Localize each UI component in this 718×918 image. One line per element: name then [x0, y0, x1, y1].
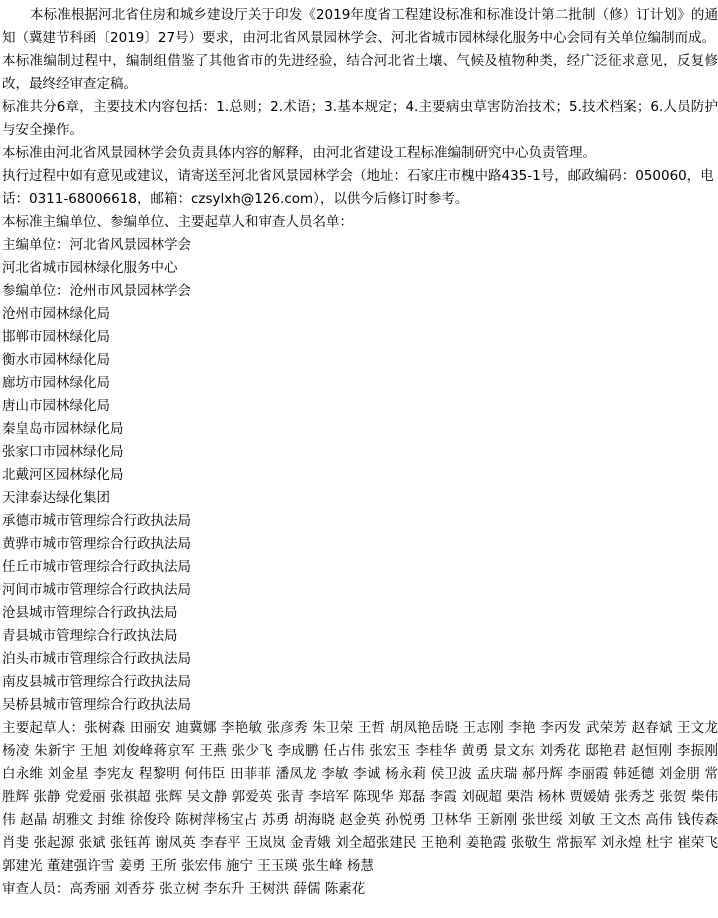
intro-paragraph: 本标准根据河北省住房和城乡建设厅关于印发《2019年度省工程建设标准和标准设计第二批制（修）订计划》的通知（冀建节科函〔2019〕27号）要求，由河北省风景园林学会、河北省城市园林绿化服务中心会同有关单位编制而成。 — [2, 7, 718, 46]
participating-unit-line: 黄骅市城市管理综合行政执法局 — [2, 536, 191, 552]
participating-unit-line: 廊坊市园林绿化局 — [2, 375, 110, 391]
participating-unit-line: 沧州市园林绿化局 — [2, 306, 110, 322]
chapters-paragraph: 标准共分6章，主要技术内容包括：1.总则；2.术语；3.基本规定；4.主要病虫草害防治技术；5.技术档案；6.人员防护与安全操作。 — [2, 99, 718, 138]
responsibility-paragraph: 本标准由河北省风景园林学会负责具体内容的解释，由河北省建设工程标准编制研究中心负责管理。 — [2, 145, 596, 161]
participating-unit-line: 河间市城市管理综合行政执法局 — [2, 582, 191, 598]
participating-unit-line: 北戴河区园林绿化局 — [2, 467, 124, 483]
participating-unit-line: 参编单位：沧州市风景园林学会 — [2, 283, 191, 299]
reviewers-paragraph: 审查人员：高秀丽 刘香芬 张立树 李东升 王树洪 薛儒 陈素花 — [2, 881, 366, 897]
chief-unit-line: 主编单位：河北省风景园林学会 — [2, 237, 191, 253]
participating-unit-line: 承德市城市管理综合行政执法局 — [2, 513, 191, 529]
participating-unit-line: 邯郸市园林绿化局 — [2, 329, 110, 345]
participating-unit-line: 任丘市城市管理综合行政执法局 — [2, 559, 191, 575]
participating-unit-line: 衡水市园林绿化局 — [2, 352, 110, 368]
participating-unit-line: 青县城市管理综合行政执法局 — [2, 628, 178, 644]
process-paragraph: 本标准编制过程中，编制组借鉴了其他省市的先进经验，结合河北省土壤、气候及植物种类，经广泛征求意见，反复修改，最终经审查定稿。 — [2, 53, 718, 92]
feedback-paragraph: 执行过程中如有意见或建议，请寄送至河北省风景园林学会（地址：石家庄市槐中路435-1号，邮政编码：050060，电话：0311-68006618，邮箱：czsylxh@126.com），以供今后修订时参考。 — [2, 168, 714, 207]
participating-unit-line: 天津泰达绿化集团 — [2, 490, 110, 506]
participating-unit-line: 泊头市城市管理综合行政执法局 — [2, 651, 191, 667]
drafters-paragraph: 主要起草人：张树森 田丽安 迪冀娜 李艳敏 张彦秀 朱卫荣 王哲 胡凤艳岳晓 王志刚 李艳 李丙发 武荣芳 赵春斌 王文龙 杨凌 朱新宇 王旭 刘俊峰蒋京军 王燕 张少飞 李成鹏 任占伟 张宏玉 李桂华 黄勇 景文东 刘秀花 邸艳君 赵恒刚 李振刚 白永维 刘金星 李宪友 程黎明 何伟臣 田菲菲 潘凤龙 李敏 李诚 杨永莉 侯卫波 孟庆瑞 郝丹辉 李丽霞 韩延德 刘金朋 常胜辉 张静 党爱丽 张祺超 张辉 吴文静 郭爱英 张青 李培军 陈现华 郑磊 李霞 刘砚超 栗浩 杨林 贾媛婧 张秀芝 张贺 柴伟伟 赵晶 胡雅文 封维 徐俊玲 陈树萍杨宝占 苏勇 胡海晓 赵金英 孙悦勇 卫林华 王新刚 张世绥 刘敏 王文杰 高伟 钱传森 肖斐 张起源 张斌 张钰苒 谢凤英 李春平 王岚岚 金青娥 刘全超张建民 王艳利 姜艳霞 张敬生 常振军 刘永煌 杜宇 崔荣飞 郭建光 董建强许雪 姜勇 王所 张宏伟 施宁 王玉瑛 张生峰 杨慧 — [2, 720, 718, 874]
participating-unit-line: 南皮县城市管理综合行政执法局 — [2, 674, 191, 690]
participating-unit-line: 秦皇岛市园林绿化局 — [2, 421, 124, 437]
participating-unit-line: 吴桥县城市管理综合行政执法局 — [2, 697, 191, 713]
chief-unit-line: 河北省城市园林绿化服务中心 — [2, 260, 178, 276]
participating-unit-line: 沧县城市管理综合行政执法局 — [2, 605, 178, 621]
participating-unit-line: 唐山市园林绿化局 — [2, 398, 110, 414]
list-intro: 本标准主编单位、参编单位、主要起草人和审查人员名单： — [2, 214, 353, 230]
participating-unit-line: 张家口市园林绿化局 — [2, 444, 124, 460]
